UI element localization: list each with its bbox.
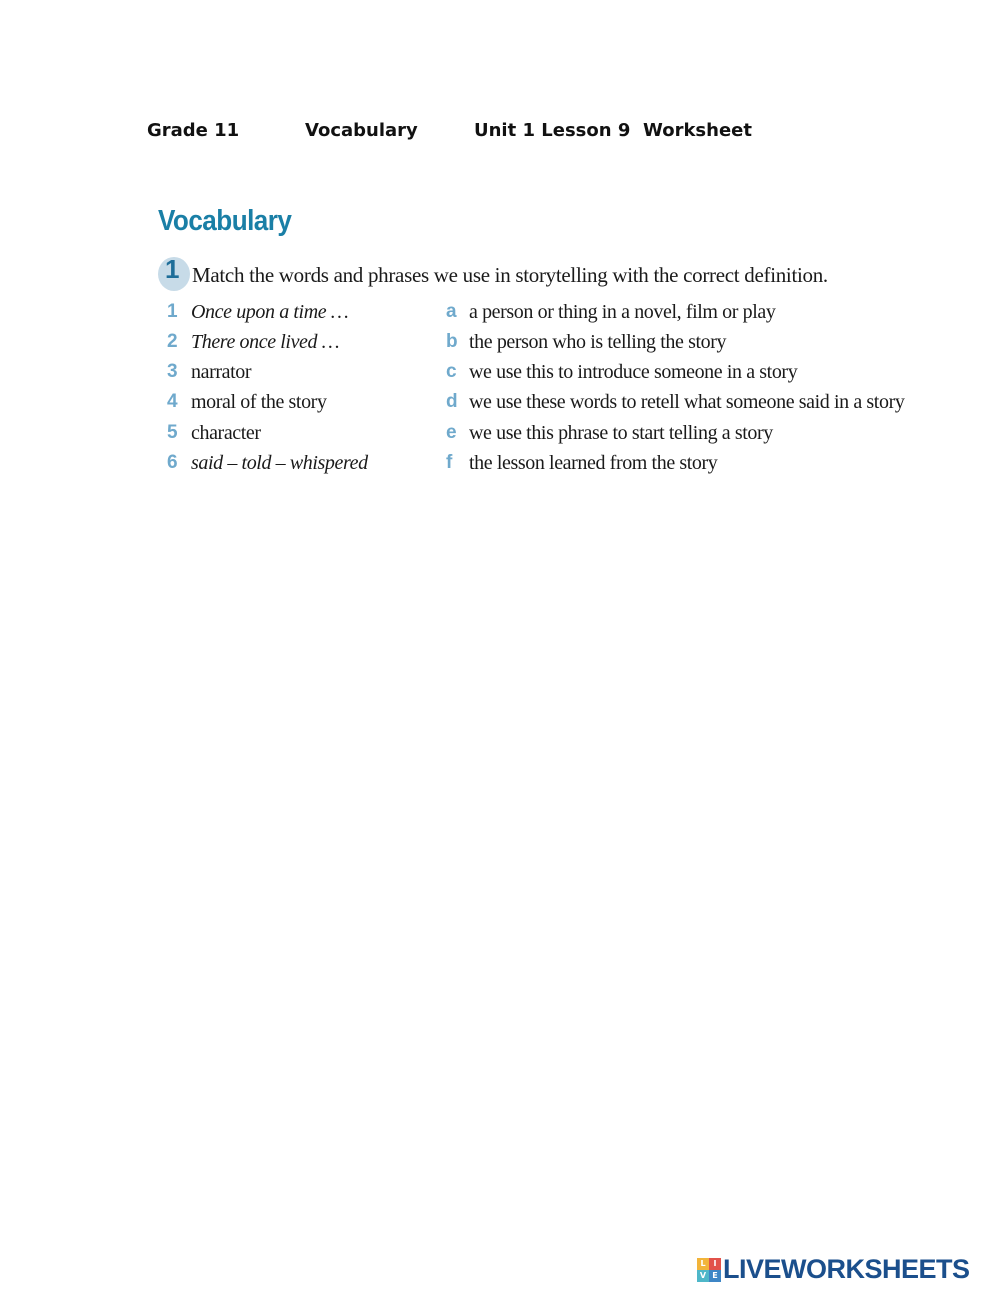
brand-cube-letter: V [697,1270,709,1282]
definition-letter: e [446,422,457,443]
header-grade: Grade 11 [147,120,240,141]
match-row [0,422,1000,450]
brand-cube-letter: I [709,1258,721,1270]
exercise-instruction: Match the words and phrases we use in storytelling with the correct definition. [192,263,828,287]
definition-letter: f [446,452,453,473]
definition-letter: a [446,301,457,322]
definition-text: the person who is telling the story [469,331,727,353]
worksheet-header [0,120,1000,144]
term-number: 4 [167,391,178,412]
match-row [0,452,1000,480]
brand-cube-icon [697,1258,721,1282]
term-text: Once upon a time … [191,301,349,323]
brand-cube-letter: E [709,1270,721,1282]
definition-letter: b [446,331,458,352]
term-text: character [191,422,261,444]
term-text: moral of the story [191,391,327,413]
term-number: 2 [167,331,178,352]
term-number: 6 [167,452,178,473]
header-type: Worksheet [643,120,752,141]
definition-text: we use these words to retell what someone said in a story [469,391,905,413]
term-number: 5 [167,422,178,443]
definition-text: the lesson learned from the story [469,452,718,474]
term-number: 3 [167,361,178,382]
match-row [0,391,1000,419]
definition-text: we use this phrase to start telling a story [469,422,773,444]
definition-letter: d [446,391,458,412]
header-unit: Unit 1 Lesson 9 [474,120,631,141]
term-text: narrator [191,361,252,383]
term-number: 1 [167,301,178,322]
brand-name: LIVEWORKSHEETS [723,1254,970,1284]
term-text: There once lived … [191,331,340,353]
definition-letter: c [446,361,457,382]
exercise-number: 1 [165,254,180,284]
header-subject: Vocabulary [305,120,418,141]
match-row [0,361,1000,389]
match-row [0,301,1000,329]
definition-text: a person or thing in a novel, film or play [469,301,776,323]
brand-cube-letter: L [697,1258,709,1270]
exercise-heading [158,256,858,292]
term-text: said – told – whispered [191,452,368,474]
definition-text: we use this to introduce someone in a story [469,361,798,383]
section-title: Vocabulary [158,205,292,237]
liveworksheets-logo [697,1254,997,1286]
match-row [0,331,1000,359]
